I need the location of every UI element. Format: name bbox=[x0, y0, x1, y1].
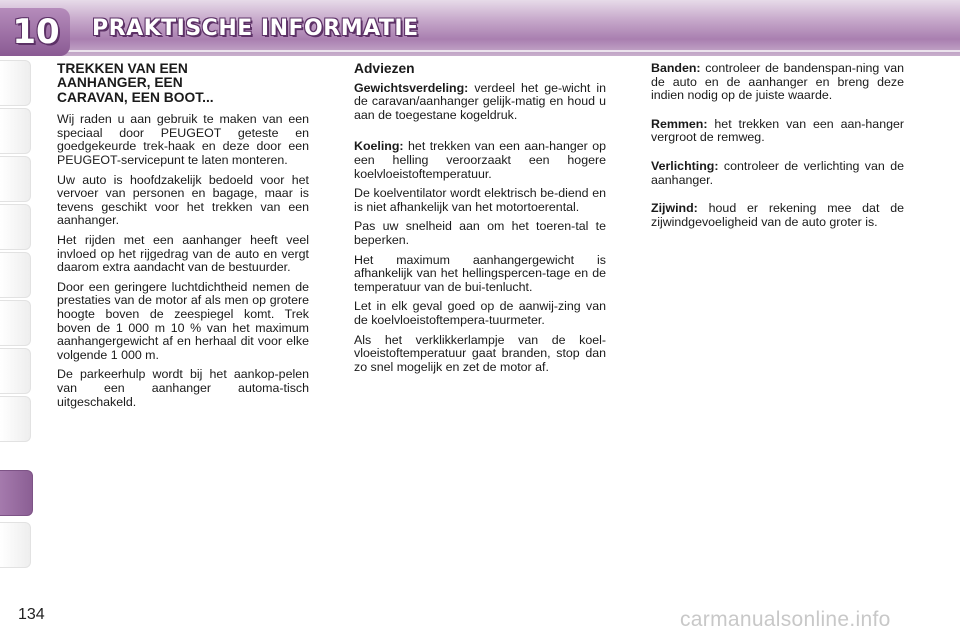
weight-term: Gewichtsverdeling: bbox=[354, 80, 469, 95]
watermark: carmanualsonline.info bbox=[680, 608, 891, 631]
check-tyres: Banden: controleer de bandenspan-ning van de auto en de aanhanger en breng deze indien nodig op de juiste waarde. bbox=[651, 61, 904, 103]
lights-term: Verlichting: bbox=[651, 158, 719, 173]
check-lights: Verlichting: controleer de verlichting van de aanhanger. bbox=[651, 158, 904, 187]
advice-section-title: Adviezen bbox=[354, 61, 415, 76]
side-tab-4[interactable] bbox=[0, 204, 31, 250]
chapter-number: 10 bbox=[12, 12, 60, 52]
tyres-term: Banden: bbox=[651, 61, 701, 75]
towing-paragraph: De parkeerhulp wordt bij het aankop-pelen van een aanhanger automa-tisch uitgeschakeld. bbox=[57, 367, 309, 409]
cooling-term: Koeling: bbox=[354, 139, 404, 154]
towing-paragraph: Uw auto is hoofdzakelijk bedoeld voor het vervoer van personen en bagage, maar is tevens geschikt voor het trekken van een aanhanger. bbox=[57, 172, 309, 228]
wind-term: Zijwind: bbox=[651, 201, 698, 216]
towing-paragraph: Wij raden u aan gebruik te maken van een speciaal door PEUGEOT geteste en goedgekeurde trek-haak en deze door een PEUGEOT-servicepunt te laten monteren. bbox=[57, 112, 309, 167]
chapter-side-tabs bbox=[0, 60, 36, 580]
column-advice bbox=[354, 62, 606, 380]
side-tab-3[interactable] bbox=[0, 156, 31, 202]
side-tab-5[interactable] bbox=[0, 252, 31, 298]
side-tab-2[interactable] bbox=[0, 108, 31, 154]
side-tab-10[interactable] bbox=[0, 522, 31, 568]
side-tab-active[interactable] bbox=[0, 470, 33, 516]
side-tab-7[interactable] bbox=[0, 348, 31, 394]
advice-paragraph: Als het verklikkerlampje van de koel-vloeistoftemperatuur gaat branden, stop dan zo snel mogelijk en zet de motor af. bbox=[354, 332, 606, 374]
towing-section-title: TREKKEN VAN EEN AANHANGER, EEN CARAVAN, EEN BOOT... bbox=[57, 61, 214, 105]
advice-cooling: Koeling: het trekken van een aan-hanger op een helling veroorzaakt een hogere koelvloeistoftemperatuur. bbox=[354, 139, 606, 181]
brakes-term: Remmen: bbox=[651, 116, 708, 131]
chapter-title: PRAKTISCHE INFORMATIE bbox=[92, 16, 419, 41]
towing-paragraph: Door een geringere luchtdichtheid nemen de prestaties van de motor af als men op grotere hoogte boven de zeespiegel komt. Trek boven de 1 000 m 10 % van het maximum aanhangergewicht af en herhaal dit voor elke volgende 1 000 m. bbox=[57, 279, 309, 362]
check-crosswind: Zijwind: houd er rekening mee dat de zijwindgevoeligheid van de auto groter is. bbox=[651, 201, 904, 229]
check-brakes: Remmen: het trekken van een aan-hanger vergroot de remweg. bbox=[651, 116, 904, 145]
advice-paragraph: Pas uw snelheid aan om het toeren-tal te beperken. bbox=[354, 219, 606, 247]
column-checks bbox=[651, 62, 904, 235]
advice-weight: Gewichtsverdeling: verdeel het ge-wicht in de caravan/aanhanger gelijk-matig en houd u aan de toegestane kogeldruk. bbox=[354, 80, 606, 122]
header-divider bbox=[0, 50, 960, 52]
side-tab-6[interactable] bbox=[0, 300, 31, 346]
advice-paragraph: Het maximum aanhangergewicht is afhankelijk van het hellingspercen-tage en de temperatuur van de bui-tenlucht. bbox=[354, 252, 606, 294]
side-tab-8[interactable] bbox=[0, 396, 31, 442]
side-tab-1[interactable] bbox=[0, 60, 31, 106]
column-towing bbox=[57, 62, 309, 415]
towing-paragraph: Het rijden met een aanhanger heeft veel invloed op het rijgedrag van de auto en vergt daarom extra aandacht van de bestuurder. bbox=[57, 232, 309, 275]
page-number: 134 bbox=[18, 606, 45, 623]
advice-paragraph: Let in elk geval goed op de aanwij-zing van de koelvloeistoftempera-tuurmeter. bbox=[354, 299, 606, 327]
advice-paragraph: De koelventilator wordt elektrisch be-diend en is niet afhankelijk van het motortoerental. bbox=[354, 186, 606, 214]
